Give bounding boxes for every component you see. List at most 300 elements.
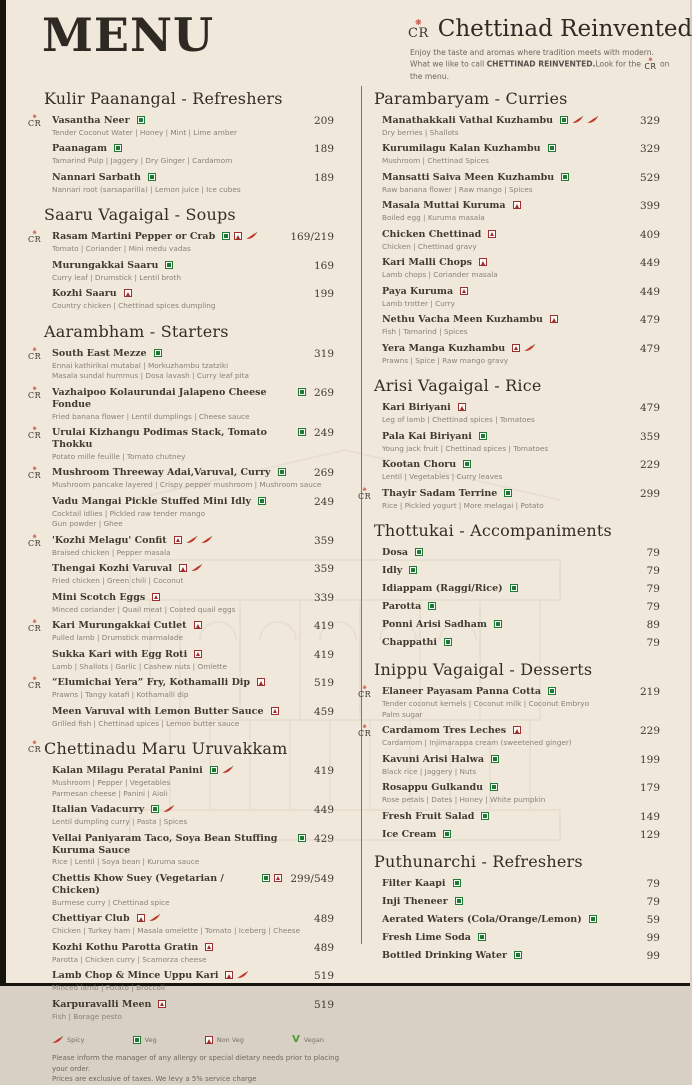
item-price: 269 xyxy=(313,386,334,399)
item-price: 359 xyxy=(639,430,660,443)
veg-icon xyxy=(453,879,461,887)
nonveg-icon xyxy=(488,230,496,238)
item-name: Rosappu Gulkandu xyxy=(382,782,484,794)
veg-icon xyxy=(165,261,173,269)
cr-signature-icon: ❋ CR xyxy=(28,385,42,400)
nonveg-icon xyxy=(513,726,521,734)
menu-item xyxy=(358,724,660,748)
item-price: 459 xyxy=(313,705,334,718)
veg-icon xyxy=(491,755,499,763)
legend-entry xyxy=(52,1035,84,1045)
veg-icon xyxy=(278,468,286,476)
veg-icon xyxy=(455,897,463,905)
item-description: Mushroom | Chettinad Spices xyxy=(382,156,489,166)
menu-item xyxy=(44,765,334,798)
item-description: Cardamom | Injimarappa cream (sweetened ginger) xyxy=(382,738,572,748)
veg-icon xyxy=(514,951,522,959)
item-badges xyxy=(225,971,248,979)
item-name: Chicken Chettinad xyxy=(382,228,482,240)
item-name: Murungakkai Saaru xyxy=(52,259,159,271)
menu-item xyxy=(374,229,660,251)
nonveg-icon xyxy=(194,650,202,658)
nonveg-icon xyxy=(152,593,160,601)
item-badges xyxy=(258,497,266,505)
item-price: 199 xyxy=(313,288,334,301)
item-description: Lamb chops | Coriander masala xyxy=(382,270,498,280)
item-price: 299/549 xyxy=(290,872,334,885)
brand-header xyxy=(408,16,692,83)
item-name: Manathakkali Vathal Kuzhambu xyxy=(382,115,554,126)
veg-icon xyxy=(490,783,498,791)
nonveg-icon xyxy=(550,315,558,323)
item-description: Leg of lamb | Chettinad spices | Tomatoes xyxy=(382,415,535,425)
item-description: Young jack fruit | Chettinad spices | Tomatoes xyxy=(382,443,549,453)
item-name: Kozhi Kothu Parotta Gratin xyxy=(52,941,199,953)
item-badges xyxy=(428,602,436,610)
chili-icon xyxy=(52,1036,63,1044)
menu-item xyxy=(44,288,334,310)
item-description: Parmesan cheese | Panini | Aioli xyxy=(52,788,168,798)
item-price: 489 xyxy=(313,913,334,926)
veg-icon xyxy=(262,874,270,882)
veg-icon xyxy=(548,687,556,695)
item-price: 199 xyxy=(639,753,660,766)
item-description: Lentil | Vegetables | Curry leaves xyxy=(382,472,503,482)
veg-icon xyxy=(415,548,423,556)
veg-icon xyxy=(589,915,597,923)
item-price: 99 xyxy=(646,931,660,944)
item-description: Parotta | Chicken curry | Scamorza cheese xyxy=(52,954,207,964)
item-name: Fresh Lime Soda xyxy=(382,931,471,943)
item-price: 229 xyxy=(639,459,660,472)
item-badges xyxy=(415,548,423,556)
cr-logo-inline-icon: ❋ CR xyxy=(644,57,657,72)
item-description: Rice | Lentil | Soya bean | Kuruma sauce xyxy=(52,857,200,867)
legend-entry xyxy=(292,1035,324,1045)
item-description: Chicken | Turkey ham | Masala omelette | Tomato | Iceberg | Cheese xyxy=(52,926,301,936)
item-name: Urulai Kizhangu Podimas Stack, Tomato Thokku xyxy=(52,427,267,450)
cr-signature-icon: ❋ CR xyxy=(358,724,372,739)
item-price: 449 xyxy=(313,804,334,817)
item-badges xyxy=(548,687,556,695)
item-badges xyxy=(488,230,496,238)
item-price: 329 xyxy=(639,115,660,127)
item-badges xyxy=(298,834,306,842)
item-badges xyxy=(453,879,461,887)
item-badges xyxy=(491,755,499,763)
menu-item xyxy=(28,426,334,461)
veg-icon xyxy=(409,566,417,574)
item-description: Gun powder | Ghee xyxy=(52,519,123,529)
menu-item xyxy=(44,833,334,867)
item-badges xyxy=(148,173,156,181)
item-badges xyxy=(513,201,521,209)
item-name: Kozhi Saaru xyxy=(52,288,117,300)
item-badges xyxy=(165,261,173,269)
veg-icon xyxy=(479,432,487,440)
menu-item xyxy=(44,649,334,671)
item-name: Kalan Milagu Peratal Panini xyxy=(52,765,203,777)
item-price: 79 xyxy=(646,565,660,578)
item-name: Karpuravalli Meen xyxy=(52,998,152,1010)
item-badges xyxy=(444,638,452,646)
item-description: Mushroom | Pepper | Vegetables xyxy=(52,778,171,788)
item-description: Fried banana flower | Lentil dumplings | Cheese sauce xyxy=(52,411,250,421)
item-name: Dosa xyxy=(382,547,409,559)
item-badges xyxy=(257,678,265,686)
menu-item xyxy=(374,402,660,424)
item-name: 'Kozhi Melagu' Confit xyxy=(52,534,167,546)
item-badges xyxy=(179,564,202,572)
cr-signature-icon: ❋ CR xyxy=(28,346,42,361)
item-description: Grilled fish | Chettinad spices | Lemon butter sauce xyxy=(52,718,240,728)
menu-item xyxy=(28,346,334,381)
menu-item xyxy=(44,804,334,826)
item-description: Chicken | Chettinad gravy xyxy=(382,241,477,251)
item-price: 519 xyxy=(313,970,334,983)
item-description: Fish | Tamarind | Spices xyxy=(382,327,468,337)
item-description: Tomato | Coriander | Mini medu vadas xyxy=(52,244,191,254)
menu-item xyxy=(374,343,660,365)
veg-icon xyxy=(560,116,568,124)
menu-item xyxy=(374,314,660,336)
item-badges xyxy=(479,258,487,266)
item-price: 189 xyxy=(313,171,334,184)
item-description: Nannari root (sarsaparilla) | Lemon juice | Ice cubes xyxy=(52,184,241,194)
item-name: “Elumichai Yera” Fry, Kothamalli Dip xyxy=(52,677,251,689)
item-description: Minced coriander | Quail meat | Coated quail eggs xyxy=(52,604,236,614)
brand-tagline: Enjoy the taste and aromas where tradition meets with modern. What we like to call CHETTINAD REINVENTED.Look for the ❋ CR on the menu. xyxy=(410,48,670,82)
item-badges xyxy=(137,914,160,922)
menu-item xyxy=(374,782,660,804)
item-price: 169 xyxy=(313,259,334,272)
veg-icon xyxy=(210,766,218,774)
item-badges xyxy=(152,593,160,601)
nonveg-icon xyxy=(179,564,187,572)
item-description: Cocktail idlies | Pickled raw tender mango xyxy=(52,508,206,518)
item-price: 79 xyxy=(646,547,660,560)
veg-icon xyxy=(151,805,159,813)
item-badges xyxy=(278,468,286,476)
legend-label: Vegan xyxy=(303,1036,324,1045)
cr-signature-icon: ❋ CR xyxy=(28,676,42,691)
brand-name: Chettinad Reinvented xyxy=(437,16,692,42)
section-title: Saaru Vagaigal - Soups xyxy=(44,205,236,225)
item-price: 479 xyxy=(639,342,660,355)
item-price: 219 xyxy=(639,686,660,699)
item-description: Rose petals | Dates | Honey | White pumpkin xyxy=(382,795,546,805)
cr-signature-icon: ❋ CR xyxy=(28,230,42,245)
chili-icon xyxy=(222,766,233,774)
menu-item xyxy=(44,942,334,964)
nonveg-icon xyxy=(479,258,487,266)
legend-label: Veg xyxy=(144,1036,157,1045)
nonveg-icon xyxy=(158,1000,166,1008)
item-name: Kurumilagu Kalan Kuzhambu xyxy=(382,143,541,155)
menu-item xyxy=(44,496,334,529)
item-price: 79 xyxy=(646,877,660,890)
cr-logo-icon: ❋ CR xyxy=(408,17,429,41)
menu-item xyxy=(44,563,334,585)
item-price: 329 xyxy=(639,143,660,156)
item-badges xyxy=(151,805,174,813)
item-name: Sukka Kari with Egg Roti xyxy=(52,648,188,660)
item-badges xyxy=(479,432,487,440)
item-description: Pulled lamb | Drumstick marmalade xyxy=(52,633,183,643)
item-name: Ponni Arisi Sadham xyxy=(382,619,487,631)
item-badges xyxy=(174,536,212,544)
legend-label: Spicy xyxy=(67,1036,85,1045)
item-price: 519 xyxy=(313,998,334,1011)
item-price: 409 xyxy=(639,228,660,241)
item-price: 99 xyxy=(646,949,660,962)
veg-icon xyxy=(481,812,489,820)
item-name: Yera Manga Kuzhambu xyxy=(382,342,506,354)
item-price: 449 xyxy=(639,285,660,298)
section-title: Puthunarchi - Refreshers xyxy=(374,851,583,871)
chili-icon xyxy=(163,805,174,813)
section-title: Parambaryam - Curries xyxy=(374,89,568,108)
cr-signature-icon: ❋ CR xyxy=(28,619,42,634)
item-badges xyxy=(194,650,202,658)
item-badges xyxy=(114,144,122,152)
item-price: 449 xyxy=(639,257,660,270)
menu-item xyxy=(358,486,660,510)
item-badges xyxy=(298,388,306,396)
chili-icon xyxy=(186,536,197,544)
item-name: Vellai Paniyaram Taco, Soya Bean Stuffing Kuruma Sauce xyxy=(52,832,278,856)
item-price: 479 xyxy=(639,314,660,327)
item-badges xyxy=(504,489,512,497)
item-description: Mushroom pancake layered | Crispy pepper mushroom | Mushroom sauce xyxy=(52,480,322,490)
item-description: Fried chicken | Green chili | Coconut xyxy=(52,576,184,586)
veg-icon xyxy=(298,388,306,396)
nonveg-icon xyxy=(257,678,265,686)
menu-item xyxy=(374,619,660,631)
item-price: 129 xyxy=(639,828,660,841)
item-description: Tamarind Pulp | Jaggery | Dry Ginger | Cardamom xyxy=(52,156,233,166)
item-badges xyxy=(460,287,468,295)
item-description: Palm sugar xyxy=(382,709,423,719)
item-description: Burmese curry | Chettinad spice xyxy=(52,897,170,907)
menu-item xyxy=(44,260,334,282)
item-badges xyxy=(210,766,233,774)
veg-icon xyxy=(114,144,122,152)
menu-item xyxy=(374,950,660,962)
item-price: 419 xyxy=(313,765,334,778)
item-name: Thengai Kozhi Varuval xyxy=(52,563,173,575)
item-price: 79 xyxy=(646,895,660,908)
item-price: 529 xyxy=(639,171,660,184)
chili-icon xyxy=(237,971,248,979)
item-price: 299 xyxy=(639,487,660,500)
footer-note: Please inform the manager of any allergy or special dietary needs prior to placing your order. Prices are exclusive of taxes. We levy a 5% service charge xyxy=(52,1054,340,1084)
item-badges xyxy=(458,403,466,411)
item-badges xyxy=(514,951,522,959)
nonveg-icon xyxy=(274,874,282,882)
item-badges xyxy=(478,933,486,941)
item-price: 79 xyxy=(646,583,660,596)
menu-item xyxy=(44,172,334,194)
veg-icon xyxy=(494,620,502,628)
nonveg-icon xyxy=(234,232,242,240)
item-name: Idiappam (Raggi/Rice) xyxy=(382,583,503,595)
legend-entry xyxy=(205,1035,244,1045)
item-name: Lamb Chop & Mince Uppu Kari xyxy=(52,970,219,982)
menu-item xyxy=(374,754,660,776)
chili-icon xyxy=(572,116,583,124)
item-description: Fish | Borage pesto xyxy=(52,1011,122,1021)
item-name: Chettiyar Club xyxy=(52,913,130,925)
item-description: Prawns | Spice | Raw mango gravy xyxy=(382,355,509,365)
item-description: Minced lamb | Potato | Broccoli xyxy=(52,983,165,993)
item-name: Rasam Martini Pepper or Crab xyxy=(52,231,216,243)
veg-icon xyxy=(504,489,512,497)
item-price: 419 xyxy=(313,648,334,661)
item-name: Kari Biriyani xyxy=(382,402,451,414)
item-name: Fresh Fruit Salad xyxy=(382,810,475,822)
item-description: Raw banana flower | Raw mango | Spices xyxy=(382,184,533,194)
veg-icon xyxy=(298,428,306,436)
veg-icon xyxy=(510,584,518,592)
veg-icon xyxy=(478,933,486,941)
item-badges xyxy=(409,566,417,574)
nonveg-icon xyxy=(205,1036,213,1044)
section-title: Kulir Paanangal - Refreshers xyxy=(44,89,283,108)
menu-item xyxy=(28,619,334,643)
nonveg-icon xyxy=(225,971,233,979)
menu-item xyxy=(374,286,660,308)
item-badges xyxy=(510,584,518,592)
menu-item xyxy=(28,230,334,254)
item-badges xyxy=(589,915,597,923)
item-price: 419 xyxy=(313,620,334,633)
item-description: Tender Coconut Water | Honey | Mint | Lime amber xyxy=(52,128,238,137)
menu-item xyxy=(374,932,660,944)
veg-icon xyxy=(137,116,145,124)
item-badges xyxy=(194,621,202,629)
item-price: 359 xyxy=(313,534,334,547)
menu-item xyxy=(374,115,660,137)
item-badges xyxy=(262,874,282,882)
nonveg-icon xyxy=(137,914,145,922)
cr-signature-icon: ❋ CR xyxy=(28,740,42,755)
nonveg-icon xyxy=(460,287,468,295)
item-description: Masala sundal hummus | Dosa lavash | Curry leaf pita xyxy=(52,371,249,381)
item-badges xyxy=(560,116,598,124)
item-price: 479 xyxy=(639,402,660,415)
menu-item xyxy=(374,811,660,823)
item-price: 319 xyxy=(313,347,334,360)
nonveg-icon xyxy=(458,403,466,411)
menu-item xyxy=(374,878,660,890)
item-name: Ice Cream xyxy=(382,828,437,840)
item-name: Kootan Choru xyxy=(382,459,457,471)
menu-item xyxy=(28,676,334,700)
nonveg-icon xyxy=(205,943,213,951)
chili-icon xyxy=(191,564,202,572)
nonveg-icon xyxy=(512,344,520,352)
cr-signature-icon: ❋ CR xyxy=(358,685,372,700)
veg-icon xyxy=(154,349,162,357)
chili-icon xyxy=(246,232,257,240)
veg-icon xyxy=(222,232,230,240)
menu-item xyxy=(374,547,660,559)
column-divider xyxy=(361,86,362,944)
menu-item xyxy=(28,533,334,557)
item-badges xyxy=(481,812,489,820)
item-price: 249 xyxy=(313,427,334,440)
menu-item xyxy=(358,685,660,719)
item-badges xyxy=(494,620,502,628)
item-badges xyxy=(124,289,132,297)
item-name: Filter Kaapi xyxy=(382,877,446,889)
item-badges xyxy=(512,344,535,352)
chili-icon xyxy=(524,344,535,352)
item-description: Ennai kathirikai mutabal | Morkuzhambu tzatziki xyxy=(52,360,229,370)
cr-signature-icon: ❋ CR xyxy=(28,466,42,481)
cr-signature-icon: ❋ CR xyxy=(28,426,42,441)
item-price: 249 xyxy=(313,495,334,508)
menu-item xyxy=(374,896,660,908)
right-column xyxy=(358,78,660,968)
item-name: Bottled Drinking Water xyxy=(382,949,507,961)
item-price: 269 xyxy=(313,467,334,480)
item-badges xyxy=(222,232,257,240)
menu-item xyxy=(28,114,334,137)
menu-item xyxy=(374,200,660,222)
menu-item xyxy=(374,601,660,613)
item-name: Chettis Khow Suey (Vegetarian / Chicken) xyxy=(52,872,224,896)
item-name: Meen Varuval with Lemon Butter Sauce xyxy=(52,705,264,717)
cr-signature-icon: ❋ CR xyxy=(28,533,42,548)
item-name: Vadu Mangai Pickle Stuffed Mini Idly xyxy=(52,495,251,507)
item-price: 149 xyxy=(639,810,660,823)
veg-icon xyxy=(148,173,156,181)
item-badges xyxy=(455,897,463,905)
item-name: Idly xyxy=(382,565,403,577)
legend-entry xyxy=(133,1035,157,1045)
item-price: 519 xyxy=(313,677,334,690)
item-price: 429 xyxy=(313,832,334,845)
veg-icon xyxy=(548,144,556,152)
item-name: Cardamom Tres Leches xyxy=(382,725,507,737)
page-title: MENU xyxy=(42,8,215,62)
item-badges xyxy=(463,460,471,468)
item-badges xyxy=(548,144,556,152)
item-description: Curry leaf | Drumstick | Lentil broth xyxy=(52,272,181,282)
item-name: Paya Kuruma xyxy=(382,285,454,297)
item-description: Lentil dumpling curry | Pasta | Spices xyxy=(52,817,188,827)
item-description: Tender coconut kernels | Coconut milk | Coconut Embryo xyxy=(382,699,590,709)
menu-item xyxy=(374,829,660,841)
item-name: Kavuni Arisi Halwa xyxy=(382,753,484,765)
cr-signature-icon: ❋ CR xyxy=(358,486,372,501)
nonveg-icon xyxy=(124,289,132,297)
menu-item xyxy=(28,385,334,421)
item-price: 399 xyxy=(639,200,660,213)
item-description: Potato mille feuille | Tomato chutney xyxy=(52,451,186,461)
item-price: 229 xyxy=(639,725,660,738)
item-description: Rice | Pickled yogurt | More melagai | Potato xyxy=(382,500,544,510)
item-description: Country chicken | Chettinad spices dumpling xyxy=(52,301,216,311)
menu-item xyxy=(28,466,334,490)
veg-icon xyxy=(428,602,436,610)
item-name: South East Mezze xyxy=(52,347,147,359)
item-badges xyxy=(154,349,162,357)
item-price: 359 xyxy=(313,563,334,576)
legend-label: Non Veg xyxy=(216,1036,244,1045)
